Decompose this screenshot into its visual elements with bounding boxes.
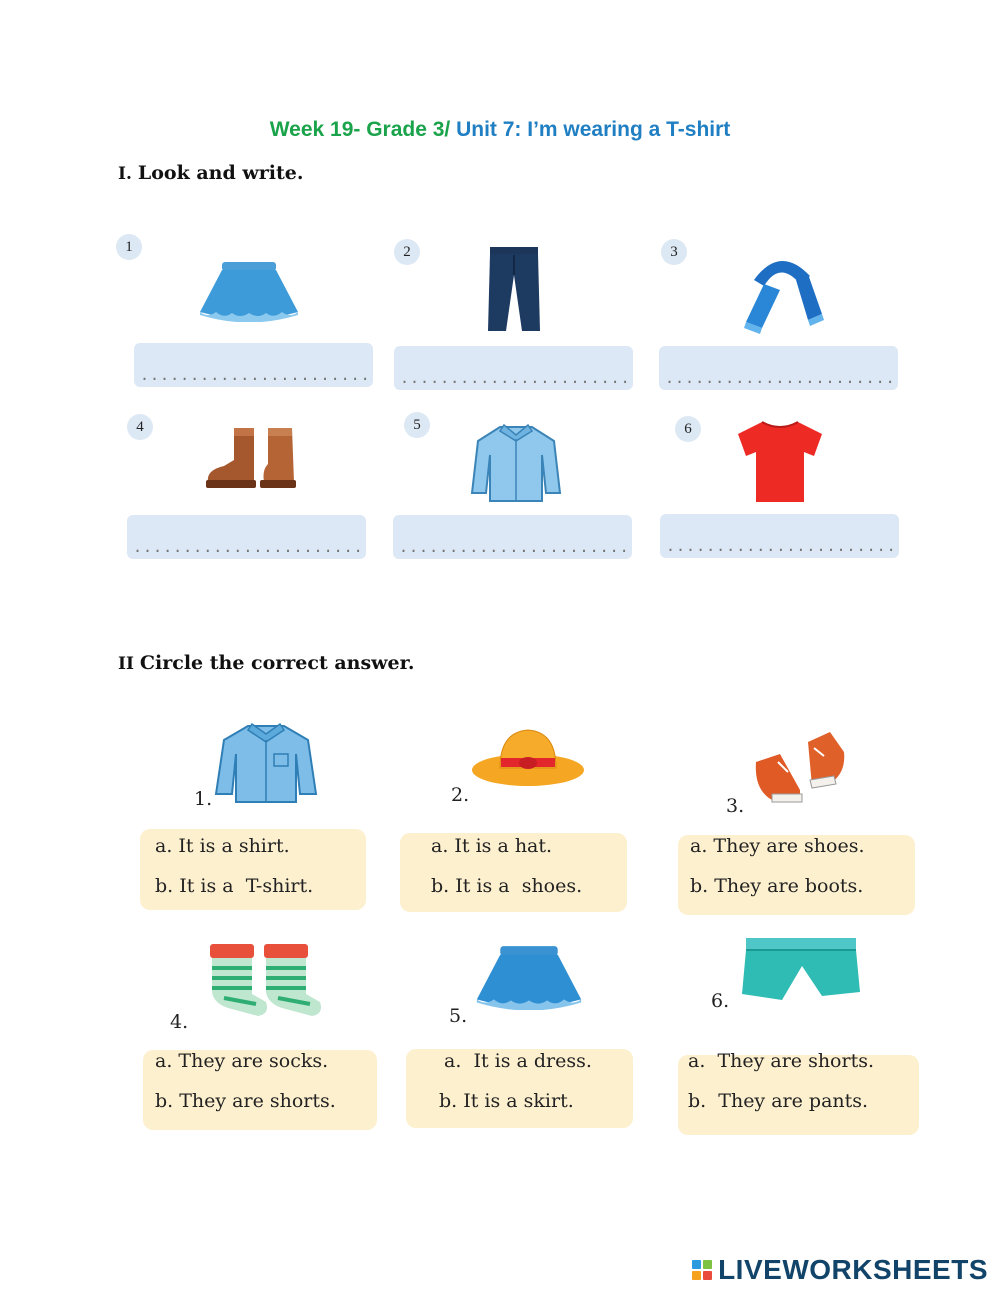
worksheet-title bbox=[0, 118, 1000, 142]
answer-input-3[interactable] bbox=[663, 368, 895, 388]
liveworksheets-logo bbox=[692, 1254, 988, 1286]
item-badge: 2 bbox=[394, 239, 420, 265]
shirt-icon bbox=[214, 720, 318, 804]
option-b[interactable]: b. They are shorts. bbox=[155, 1090, 336, 1112]
question-number: 2. bbox=[451, 784, 470, 806]
section-1-heading bbox=[118, 162, 303, 184]
jeans-icon bbox=[486, 245, 542, 333]
options-box bbox=[678, 1050, 919, 1135]
answer-box bbox=[660, 514, 899, 558]
item-badge: 3 bbox=[661, 239, 687, 265]
option-b[interactable]: b. It is a shoes. bbox=[431, 875, 583, 897]
item-badge: 4 bbox=[127, 414, 153, 440]
boots-icon bbox=[204, 424, 300, 494]
shorts-icon bbox=[740, 934, 862, 1004]
option-a[interactable]: a. It is a dress. bbox=[444, 1050, 592, 1072]
question-number: 5. bbox=[449, 1005, 468, 1027]
question-number: 1. bbox=[194, 788, 213, 810]
logo-text: LIVEWORKSHEETS bbox=[718, 1254, 988, 1285]
title-unit: Unit 7: I’m wearing a T-shirt bbox=[450, 118, 731, 141]
option-a[interactable]: a. They are shorts. bbox=[688, 1050, 875, 1072]
skirt-icon bbox=[470, 944, 588, 1010]
shoes-icon bbox=[750, 728, 848, 808]
scarf-icon bbox=[740, 250, 826, 336]
section-1-number: I. bbox=[118, 164, 132, 184]
option-b[interactable]: b. It is a T-shirt. bbox=[155, 875, 314, 897]
question-number: 3. bbox=[726, 795, 745, 817]
option-b[interactable]: b. They are boots. bbox=[690, 875, 864, 897]
option-a[interactable]: a. It is a shirt. bbox=[155, 835, 290, 857]
options-box bbox=[143, 1050, 377, 1130]
shirt-icon bbox=[470, 421, 562, 503]
section-2-number: II bbox=[118, 654, 134, 674]
options-box bbox=[678, 835, 915, 915]
item-badge: 1 bbox=[116, 234, 142, 260]
option-a[interactable]: a. It is a hat. bbox=[431, 835, 553, 857]
t-shirt-icon bbox=[736, 418, 824, 504]
answer-input-6[interactable] bbox=[664, 536, 896, 556]
options-box bbox=[400, 833, 627, 912]
options-box bbox=[406, 1049, 633, 1128]
title-week-grade: Week 19- Grade 3/ bbox=[269, 118, 451, 141]
answer-input-2[interactable] bbox=[398, 368, 630, 388]
options-box bbox=[140, 829, 366, 910]
section-2-heading bbox=[118, 652, 415, 674]
section-1-title: Look and write. bbox=[137, 162, 304, 184]
hat-icon bbox=[470, 726, 588, 790]
answer-box bbox=[659, 346, 898, 390]
skirt-icon bbox=[194, 260, 304, 322]
option-a[interactable]: a. They are socks. bbox=[155, 1050, 329, 1072]
answer-input-1[interactable] bbox=[138, 365, 370, 385]
answer-box bbox=[134, 343, 373, 387]
option-b[interactable]: b. It is a skirt. bbox=[439, 1090, 574, 1112]
item-badge: 5 bbox=[404, 412, 430, 438]
answer-input-4[interactable] bbox=[131, 537, 363, 557]
item-badge: 6 bbox=[675, 416, 701, 442]
option-a[interactable]: a. They are shoes. bbox=[690, 835, 865, 857]
answer-box bbox=[393, 515, 632, 559]
question-number: 4. bbox=[170, 1011, 189, 1033]
option-b[interactable]: b. They are pants. bbox=[688, 1090, 869, 1112]
socks-icon bbox=[204, 940, 330, 1024]
answer-box bbox=[394, 346, 633, 390]
answer-box bbox=[127, 515, 366, 559]
answer-input-5[interactable] bbox=[397, 537, 629, 557]
logo-icon bbox=[692, 1260, 712, 1280]
section-2-title: Circle the correct answer. bbox=[139, 652, 415, 674]
question-number: 6. bbox=[711, 990, 730, 1012]
